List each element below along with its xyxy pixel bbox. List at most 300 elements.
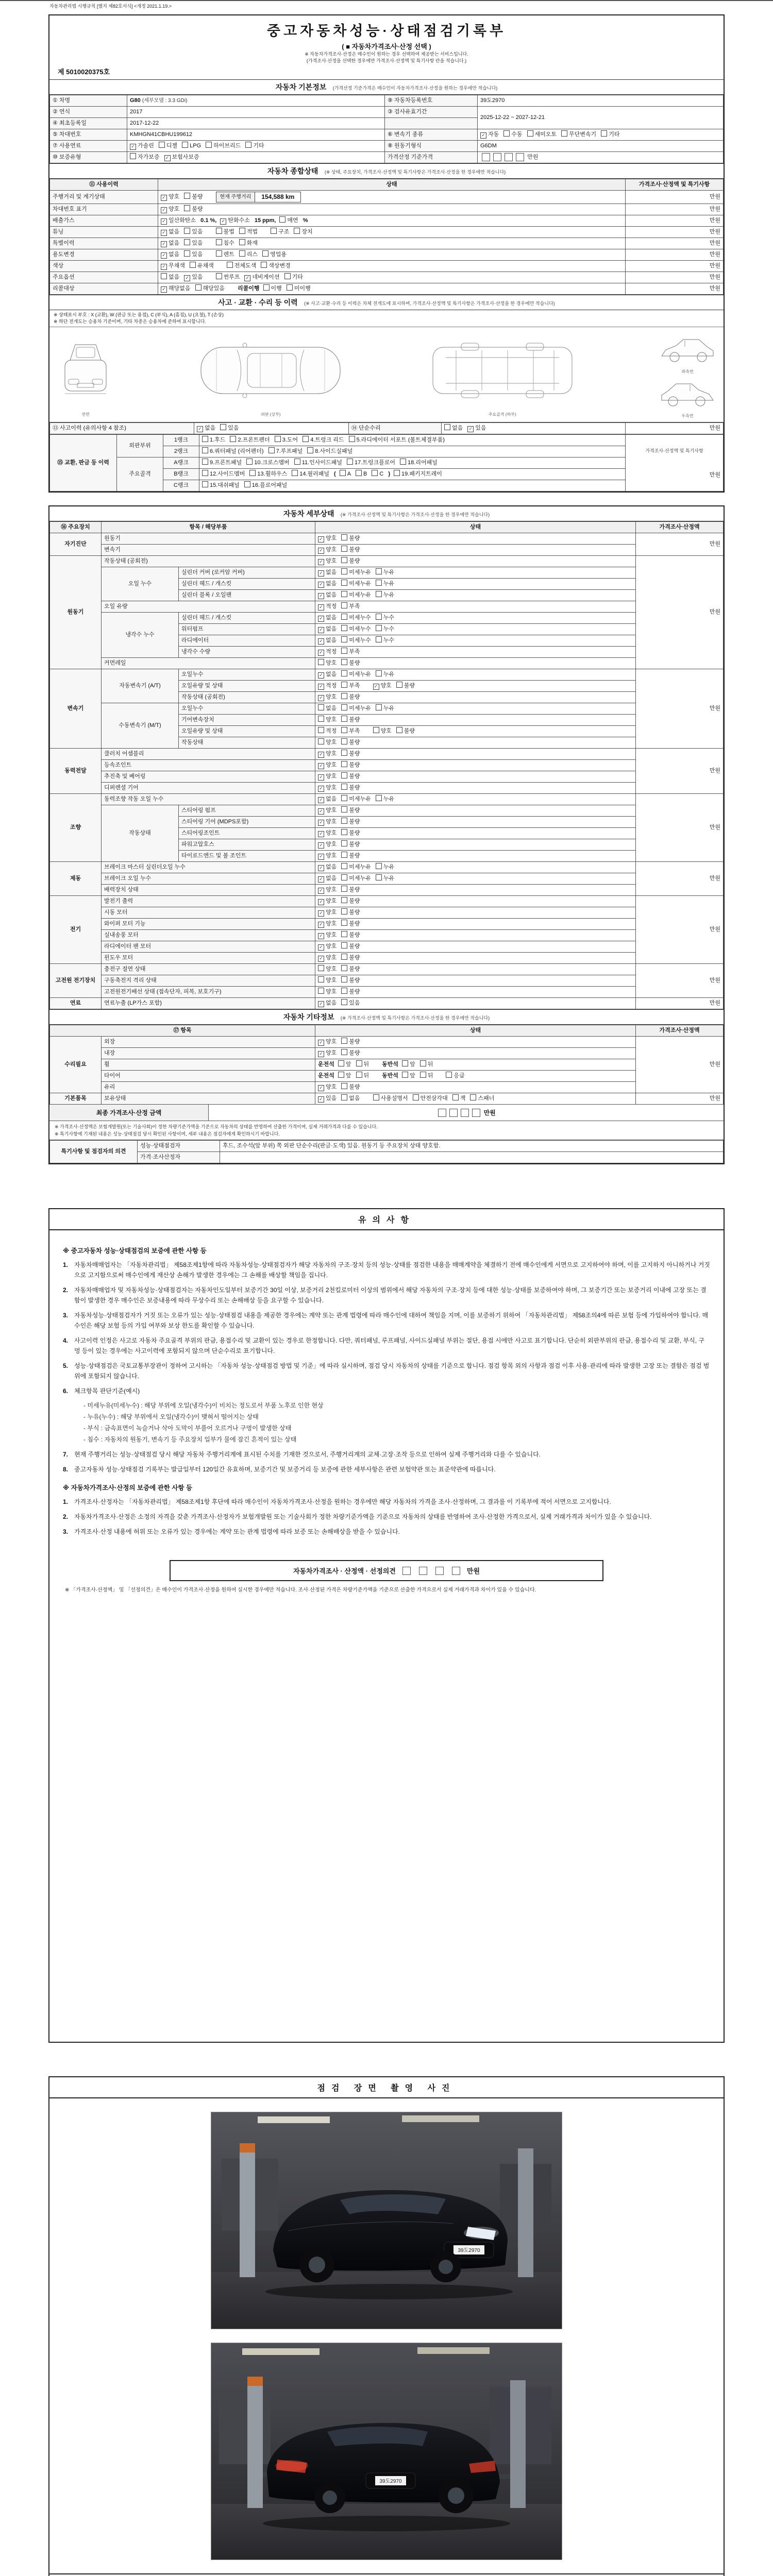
checkbox[interactable] [341, 942, 347, 948]
checkbox[interactable]: ✓ [184, 275, 190, 281]
checkbox-option[interactable] [341, 886, 360, 894]
checkbox-option[interactable] [164, 153, 199, 162]
checkbox[interactable]: ✓ [220, 218, 226, 225]
checkbox[interactable]: ✓ [130, 144, 136, 150]
checkbox-option[interactable] [318, 546, 337, 554]
checkbox[interactable] [239, 239, 245, 245]
checkbox[interactable] [396, 727, 402, 733]
checkbox[interactable] [341, 840, 347, 846]
checkbox-option[interactable] [318, 976, 337, 985]
checkbox-option[interactable] [341, 976, 360, 985]
checkbox[interactable]: ✓ [318, 1085, 324, 1091]
checkbox[interactable] [376, 795, 382, 801]
checkbox[interactable] [372, 470, 378, 476]
checkbox[interactable]: ✓ [318, 650, 324, 656]
checkbox[interactable]: ✓ [318, 888, 324, 894]
checkbox[interactable]: ✓ [164, 155, 171, 161]
checkbox[interactable]: ✓ [318, 627, 324, 633]
checkbox-option[interactable] [341, 818, 360, 826]
checkbox-option[interactable] [202, 436, 225, 445]
checkbox-option[interactable] [420, 1072, 433, 1080]
checkbox[interactable]: ✓ [318, 876, 324, 883]
checkbox-option[interactable] [341, 716, 360, 724]
checkbox[interactable] [294, 459, 300, 465]
checkbox-option[interactable] [275, 436, 298, 445]
checkbox-option[interactable] [341, 738, 360, 747]
checkbox-option[interactable] [341, 1094, 360, 1103]
checkbox-option[interactable] [182, 142, 201, 150]
checkbox[interactable]: ✓ [318, 695, 324, 701]
checkbox-option[interactable] [318, 908, 337, 917]
checkbox-option[interactable] [341, 942, 360, 951]
checkbox-option[interactable] [318, 659, 337, 668]
checkbox-option[interactable] [184, 228, 203, 236]
checkbox[interactable]: ✓ [480, 132, 486, 139]
checkbox[interactable] [341, 806, 347, 812]
checkbox[interactable] [341, 954, 347, 960]
checkbox[interactable]: ✓ [318, 774, 324, 781]
checkbox-option[interactable] [467, 424, 486, 433]
checkbox-option[interactable] [184, 250, 203, 259]
checkbox-option[interactable] [318, 931, 337, 940]
checkbox-option[interactable] [318, 965, 337, 974]
checkbox-option[interactable] [372, 470, 383, 479]
checkbox[interactable] [452, 1094, 459, 1100]
checkbox-option[interactable] [318, 625, 337, 634]
checkbox-option[interactable] [341, 852, 360, 860]
checkbox[interactable]: ✓ [318, 752, 324, 758]
checkbox[interactable]: ✓ [318, 582, 324, 588]
checkbox-option[interactable] [376, 704, 394, 713]
checkbox[interactable] [341, 863, 347, 869]
checkbox[interactable] [184, 193, 190, 199]
checkbox-option[interactable] [373, 727, 392, 736]
checkbox-option[interactable] [341, 670, 371, 679]
checkbox-option[interactable] [376, 580, 394, 588]
checkbox-option[interactable] [184, 273, 203, 282]
checkbox[interactable] [356, 1060, 362, 1066]
checkbox-option[interactable] [262, 250, 287, 259]
checkbox[interactable]: ✓ [318, 820, 324, 826]
checkbox[interactable] [341, 546, 347, 552]
checkbox-option[interactable] [356, 1060, 369, 1069]
checkbox-option[interactable] [161, 273, 179, 282]
checkbox-option[interactable] [561, 130, 596, 139]
checkbox[interactable] [527, 130, 533, 137]
checkbox-option[interactable] [284, 273, 303, 282]
checkbox[interactable] [341, 886, 347, 892]
checkbox[interactable] [341, 1038, 347, 1044]
checkbox-option[interactable] [376, 670, 394, 679]
checkbox[interactable]: ✓ [318, 956, 324, 962]
checkbox[interactable] [227, 262, 233, 268]
checkbox[interactable] [341, 659, 347, 665]
checkbox[interactable]: ✓ [318, 842, 324, 849]
checkbox[interactable] [376, 704, 382, 710]
checkbox[interactable] [340, 470, 346, 476]
checkbox-option[interactable] [341, 602, 360, 611]
checkbox[interactable] [338, 1060, 344, 1066]
checkbox-option[interactable] [527, 130, 557, 139]
checkbox[interactable]: ✓ [161, 286, 167, 293]
checkbox-option[interactable] [318, 682, 337, 690]
checkbox-option[interactable] [341, 988, 360, 996]
checkbox[interactable] [373, 1094, 379, 1100]
checkbox[interactable] [287, 284, 293, 291]
checkbox-option[interactable] [318, 1083, 337, 1092]
checkbox[interactable] [341, 874, 347, 880]
checkbox[interactable]: ✓ [318, 559, 324, 565]
checkbox-option[interactable] [601, 130, 619, 139]
checkbox-option[interactable] [318, 602, 337, 611]
checkbox[interactable] [341, 738, 347, 744]
checkbox-option[interactable] [318, 761, 337, 770]
checkbox-option[interactable] [227, 262, 257, 270]
checkbox-option[interactable] [341, 761, 360, 770]
checkbox-option[interactable] [318, 670, 337, 679]
checkbox-option[interactable] [246, 459, 289, 467]
checkbox-option[interactable] [318, 920, 337, 928]
checkbox-option[interactable] [341, 897, 360, 906]
checkbox-option[interactable] [206, 142, 241, 150]
checkbox-option[interactable] [318, 704, 337, 713]
checkbox-option[interactable] [318, 954, 337, 962]
checkbox[interactable] [341, 795, 347, 801]
checkbox-option[interactable] [318, 614, 337, 622]
checkbox[interactable]: ✓ [318, 944, 324, 951]
checkbox[interactable] [239, 228, 245, 234]
checkbox-option[interactable] [338, 1060, 351, 1069]
checkbox[interactable] [130, 153, 136, 159]
checkbox-option[interactable] [341, 908, 360, 917]
checkbox-option[interactable] [341, 625, 371, 634]
checkbox[interactable] [413, 1094, 419, 1100]
checkbox-option[interactable] [376, 636, 394, 645]
checkbox[interactable] [338, 1072, 344, 1078]
checkbox-option[interactable] [341, 1038, 360, 1046]
checkbox[interactable]: ✓ [318, 910, 324, 917]
checkbox[interactable] [341, 1083, 347, 1089]
checkbox[interactable] [376, 625, 382, 631]
checkbox-option[interactable] [341, 965, 360, 974]
checkbox[interactable] [341, 716, 347, 722]
checkbox[interactable] [184, 250, 190, 257]
checkbox-option[interactable] [318, 716, 337, 724]
checkbox[interactable] [318, 965, 324, 971]
checkbox[interactable] [376, 636, 382, 642]
checkbox-option[interactable] [318, 750, 337, 758]
checkbox-option[interactable] [400, 459, 438, 467]
checkbox-option[interactable] [396, 682, 415, 690]
checkbox-option[interactable] [318, 1038, 337, 1046]
checkbox[interactable] [159, 142, 165, 148]
checkbox[interactable]: ✓ [318, 570, 324, 577]
checkbox-option[interactable] [268, 447, 303, 456]
checkbox[interactable] [230, 436, 236, 442]
checkbox[interactable] [341, 704, 347, 710]
checkbox[interactable]: ✓ [318, 548, 324, 554]
checkbox[interactable] [263, 284, 270, 291]
checkbox-option[interactable] [318, 999, 337, 1008]
checkbox-option[interactable] [279, 216, 298, 225]
checkbox-option[interactable] [130, 153, 160, 162]
checkbox-option[interactable] [220, 424, 239, 433]
checkbox[interactable] [246, 459, 253, 465]
checkbox-option[interactable] [341, 682, 360, 690]
checkbox[interactable] [341, 897, 347, 903]
checkbox[interactable] [318, 704, 324, 710]
checkbox[interactable] [294, 228, 300, 234]
checkbox-option[interactable] [318, 829, 337, 838]
checkbox[interactable] [341, 591, 347, 597]
checkbox-option[interactable] [294, 459, 342, 467]
checkbox-option[interactable] [341, 840, 360, 849]
checkbox[interactable] [394, 470, 400, 476]
checkbox-option[interactable] [318, 886, 337, 894]
checkbox-option[interactable] [239, 250, 258, 259]
checkbox[interactable] [444, 424, 450, 430]
checkbox-option[interactable] [318, 591, 337, 600]
checkbox-option[interactable] [402, 1060, 415, 1069]
checkbox-option[interactable] [161, 250, 179, 259]
checkbox[interactable] [503, 130, 510, 137]
checkbox-option[interactable] [341, 920, 360, 928]
checkbox-option[interactable] [239, 239, 258, 248]
checkbox[interactable]: ✓ [197, 426, 203, 432]
checkbox[interactable]: ✓ [318, 933, 324, 939]
checkbox[interactable]: ✓ [318, 1051, 324, 1057]
checkbox-option[interactable] [341, 534, 360, 543]
checkbox[interactable] [349, 436, 355, 442]
checkbox[interactable] [216, 273, 222, 279]
checkbox[interactable]: ✓ [318, 593, 324, 599]
checkbox[interactable] [561, 130, 567, 137]
checkbox[interactable] [341, 602, 347, 608]
checkbox-option[interactable] [202, 447, 264, 456]
checkbox-option[interactable] [341, 750, 360, 758]
checkbox-option[interactable] [184, 193, 203, 201]
checkbox[interactable] [275, 436, 281, 442]
checkbox[interactable] [216, 239, 222, 245]
checkbox[interactable] [268, 447, 275, 453]
checkbox-option[interactable] [318, 942, 337, 951]
checkbox-option[interactable] [394, 470, 442, 479]
checkbox-option[interactable] [244, 273, 279, 282]
checkbox-option[interactable] [340, 470, 351, 479]
checkbox[interactable]: ✓ [161, 207, 167, 213]
checkbox[interactable] [341, 965, 347, 971]
checkbox-option[interactable] [356, 470, 367, 479]
checkbox-option[interactable] [402, 1072, 415, 1080]
checkbox[interactable]: ✓ [318, 1001, 324, 1007]
checkbox-option[interactable] [318, 580, 337, 588]
checkbox-option[interactable] [341, 648, 360, 656]
checkbox[interactable]: ✓ [318, 672, 324, 679]
checkbox-option[interactable] [318, 852, 337, 860]
checkbox-option[interactable] [249, 470, 287, 479]
checkbox-option[interactable] [292, 470, 329, 479]
checkbox-option[interactable] [318, 534, 337, 543]
checkbox-option[interactable] [318, 806, 337, 815]
checkbox-option[interactable] [341, 1049, 360, 1058]
checkbox-option[interactable] [376, 863, 394, 872]
checkbox[interactable] [341, 614, 347, 620]
checkbox[interactable]: ✓ [161, 264, 167, 270]
checkbox[interactable] [341, 693, 347, 699]
checkbox-option[interactable] [376, 795, 394, 804]
checkbox-option[interactable] [376, 625, 394, 634]
checkbox[interactable]: ✓ [318, 1096, 324, 1103]
checkbox[interactable] [420, 1072, 426, 1078]
checkbox[interactable] [341, 920, 347, 926]
checkbox[interactable] [318, 716, 324, 722]
checkbox-option[interactable] [318, 818, 337, 826]
checkbox-option[interactable] [376, 568, 394, 577]
checkbox[interactable]: ✓ [318, 922, 324, 928]
checkbox[interactable] [376, 580, 382, 586]
checkbox[interactable] [376, 863, 382, 869]
checkbox-option[interactable] [349, 436, 445, 445]
checkbox-option[interactable] [307, 447, 352, 456]
checkbox[interactable] [195, 284, 201, 291]
checkbox-option[interactable] [161, 216, 196, 225]
checkbox-option[interactable] [220, 216, 250, 225]
checkbox[interactable] [202, 459, 208, 465]
checkbox-option[interactable] [341, 557, 360, 566]
checkbox-option[interactable] [230, 436, 270, 445]
checkbox[interactable]: ✓ [318, 786, 324, 792]
checkbox[interactable]: ✓ [244, 275, 250, 281]
checkbox[interactable] [292, 470, 298, 476]
checkbox-option[interactable] [347, 459, 395, 467]
checkbox-option[interactable] [184, 205, 203, 214]
checkbox-option[interactable] [161, 239, 179, 248]
checkbox-option[interactable] [216, 239, 234, 248]
checkbox[interactable]: ✓ [318, 865, 324, 871]
checkbox[interactable] [341, 727, 347, 733]
checkbox[interactable] [184, 239, 190, 245]
checkbox-option[interactable] [318, 727, 337, 736]
checkbox-option[interactable] [318, 557, 337, 566]
checkbox-option[interactable] [184, 239, 203, 248]
checkbox-option[interactable] [373, 682, 392, 690]
checkbox-option[interactable] [444, 424, 463, 433]
checkbox-option[interactable] [161, 205, 179, 214]
checkbox-option[interactable] [470, 1094, 494, 1103]
checkbox-option[interactable] [341, 636, 371, 645]
checkbox-option[interactable] [161, 262, 185, 270]
checkbox[interactable] [341, 999, 347, 1005]
checkbox[interactable] [341, 908, 347, 914]
checkbox[interactable] [271, 228, 277, 234]
checkbox[interactable] [356, 470, 362, 476]
checkbox-option[interactable] [318, 1094, 337, 1103]
checkbox[interactable]: ✓ [161, 241, 167, 247]
checkbox[interactable]: ✓ [318, 899, 324, 905]
checkbox[interactable] [341, 931, 347, 937]
checkbox[interactable]: ✓ [373, 684, 379, 690]
checkbox[interactable] [341, 1049, 347, 1055]
checkbox[interactable] [318, 976, 324, 982]
checkbox-option[interactable] [341, 580, 371, 588]
checkbox[interactable] [601, 130, 607, 137]
checkbox-option[interactable] [202, 470, 245, 479]
checkbox-option[interactable] [202, 459, 242, 467]
checkbox-option[interactable] [341, 591, 371, 600]
checkbox[interactable] [376, 670, 382, 676]
checkbox[interactable]: ✓ [318, 854, 324, 860]
checkbox[interactable] [376, 614, 382, 620]
checkbox[interactable] [347, 459, 353, 465]
checkbox[interactable] [402, 1072, 408, 1078]
checkbox[interactable] [244, 481, 250, 487]
checkbox-option[interactable] [341, 1083, 360, 1092]
checkbox-option[interactable] [318, 874, 337, 883]
checkbox[interactable]: ✓ [318, 831, 324, 837]
checkbox[interactable] [341, 988, 347, 994]
checkbox[interactable] [376, 591, 382, 597]
checkbox[interactable] [318, 738, 324, 744]
checkbox-option[interactable] [303, 436, 344, 445]
checkbox[interactable] [341, 829, 347, 835]
checkbox[interactable] [284, 273, 291, 279]
checkbox[interactable] [262, 250, 268, 257]
checkbox-option[interactable] [341, 693, 360, 702]
checkbox-option[interactable] [245, 142, 264, 150]
checkbox[interactable] [402, 1060, 408, 1066]
checkbox-option[interactable] [503, 130, 522, 139]
checkbox[interactable] [341, 580, 347, 586]
checkbox-option[interactable] [318, 988, 337, 996]
checkbox[interactable] [190, 262, 196, 268]
checkbox-option[interactable] [341, 863, 371, 872]
checkbox[interactable] [318, 727, 324, 733]
checkbox-option[interactable] [396, 727, 415, 736]
checkbox[interactable] [303, 436, 309, 442]
checkbox[interactable] [182, 142, 188, 148]
checkbox-option[interactable] [356, 1072, 369, 1080]
checkbox[interactable] [341, 636, 347, 642]
checkbox-option[interactable] [373, 1094, 408, 1103]
checkbox-option[interactable] [318, 840, 337, 849]
checkbox-option[interactable] [318, 738, 337, 747]
checkbox[interactable] [341, 1094, 347, 1100]
checkbox[interactable]: ✓ [318, 797, 324, 803]
checkbox[interactable] [161, 273, 167, 279]
checkbox-option[interactable] [413, 1094, 448, 1103]
checkbox[interactable] [341, 625, 347, 631]
checkbox[interactable] [249, 470, 256, 476]
checkbox[interactable] [307, 447, 313, 453]
checkbox-option[interactable] [294, 228, 312, 236]
checkbox-option[interactable] [161, 193, 179, 201]
checkbox[interactable] [261, 262, 267, 268]
checkbox[interactable]: ✓ [467, 426, 474, 432]
checkbox[interactable]: ✓ [161, 230, 167, 236]
checkbox[interactable] [376, 874, 382, 880]
checkbox-option[interactable] [341, 829, 360, 838]
checkbox[interactable] [341, 648, 347, 654]
checkbox-option[interactable] [318, 568, 337, 577]
checkbox-option[interactable] [341, 568, 371, 577]
checkbox-option[interactable] [197, 424, 215, 433]
checkbox-option[interactable] [216, 273, 240, 282]
checkbox-option[interactable] [318, 795, 337, 804]
checkbox[interactable] [202, 481, 208, 487]
checkbox[interactable] [202, 470, 208, 476]
checkbox[interactable] [341, 682, 347, 688]
checkbox[interactable] [341, 818, 347, 824]
